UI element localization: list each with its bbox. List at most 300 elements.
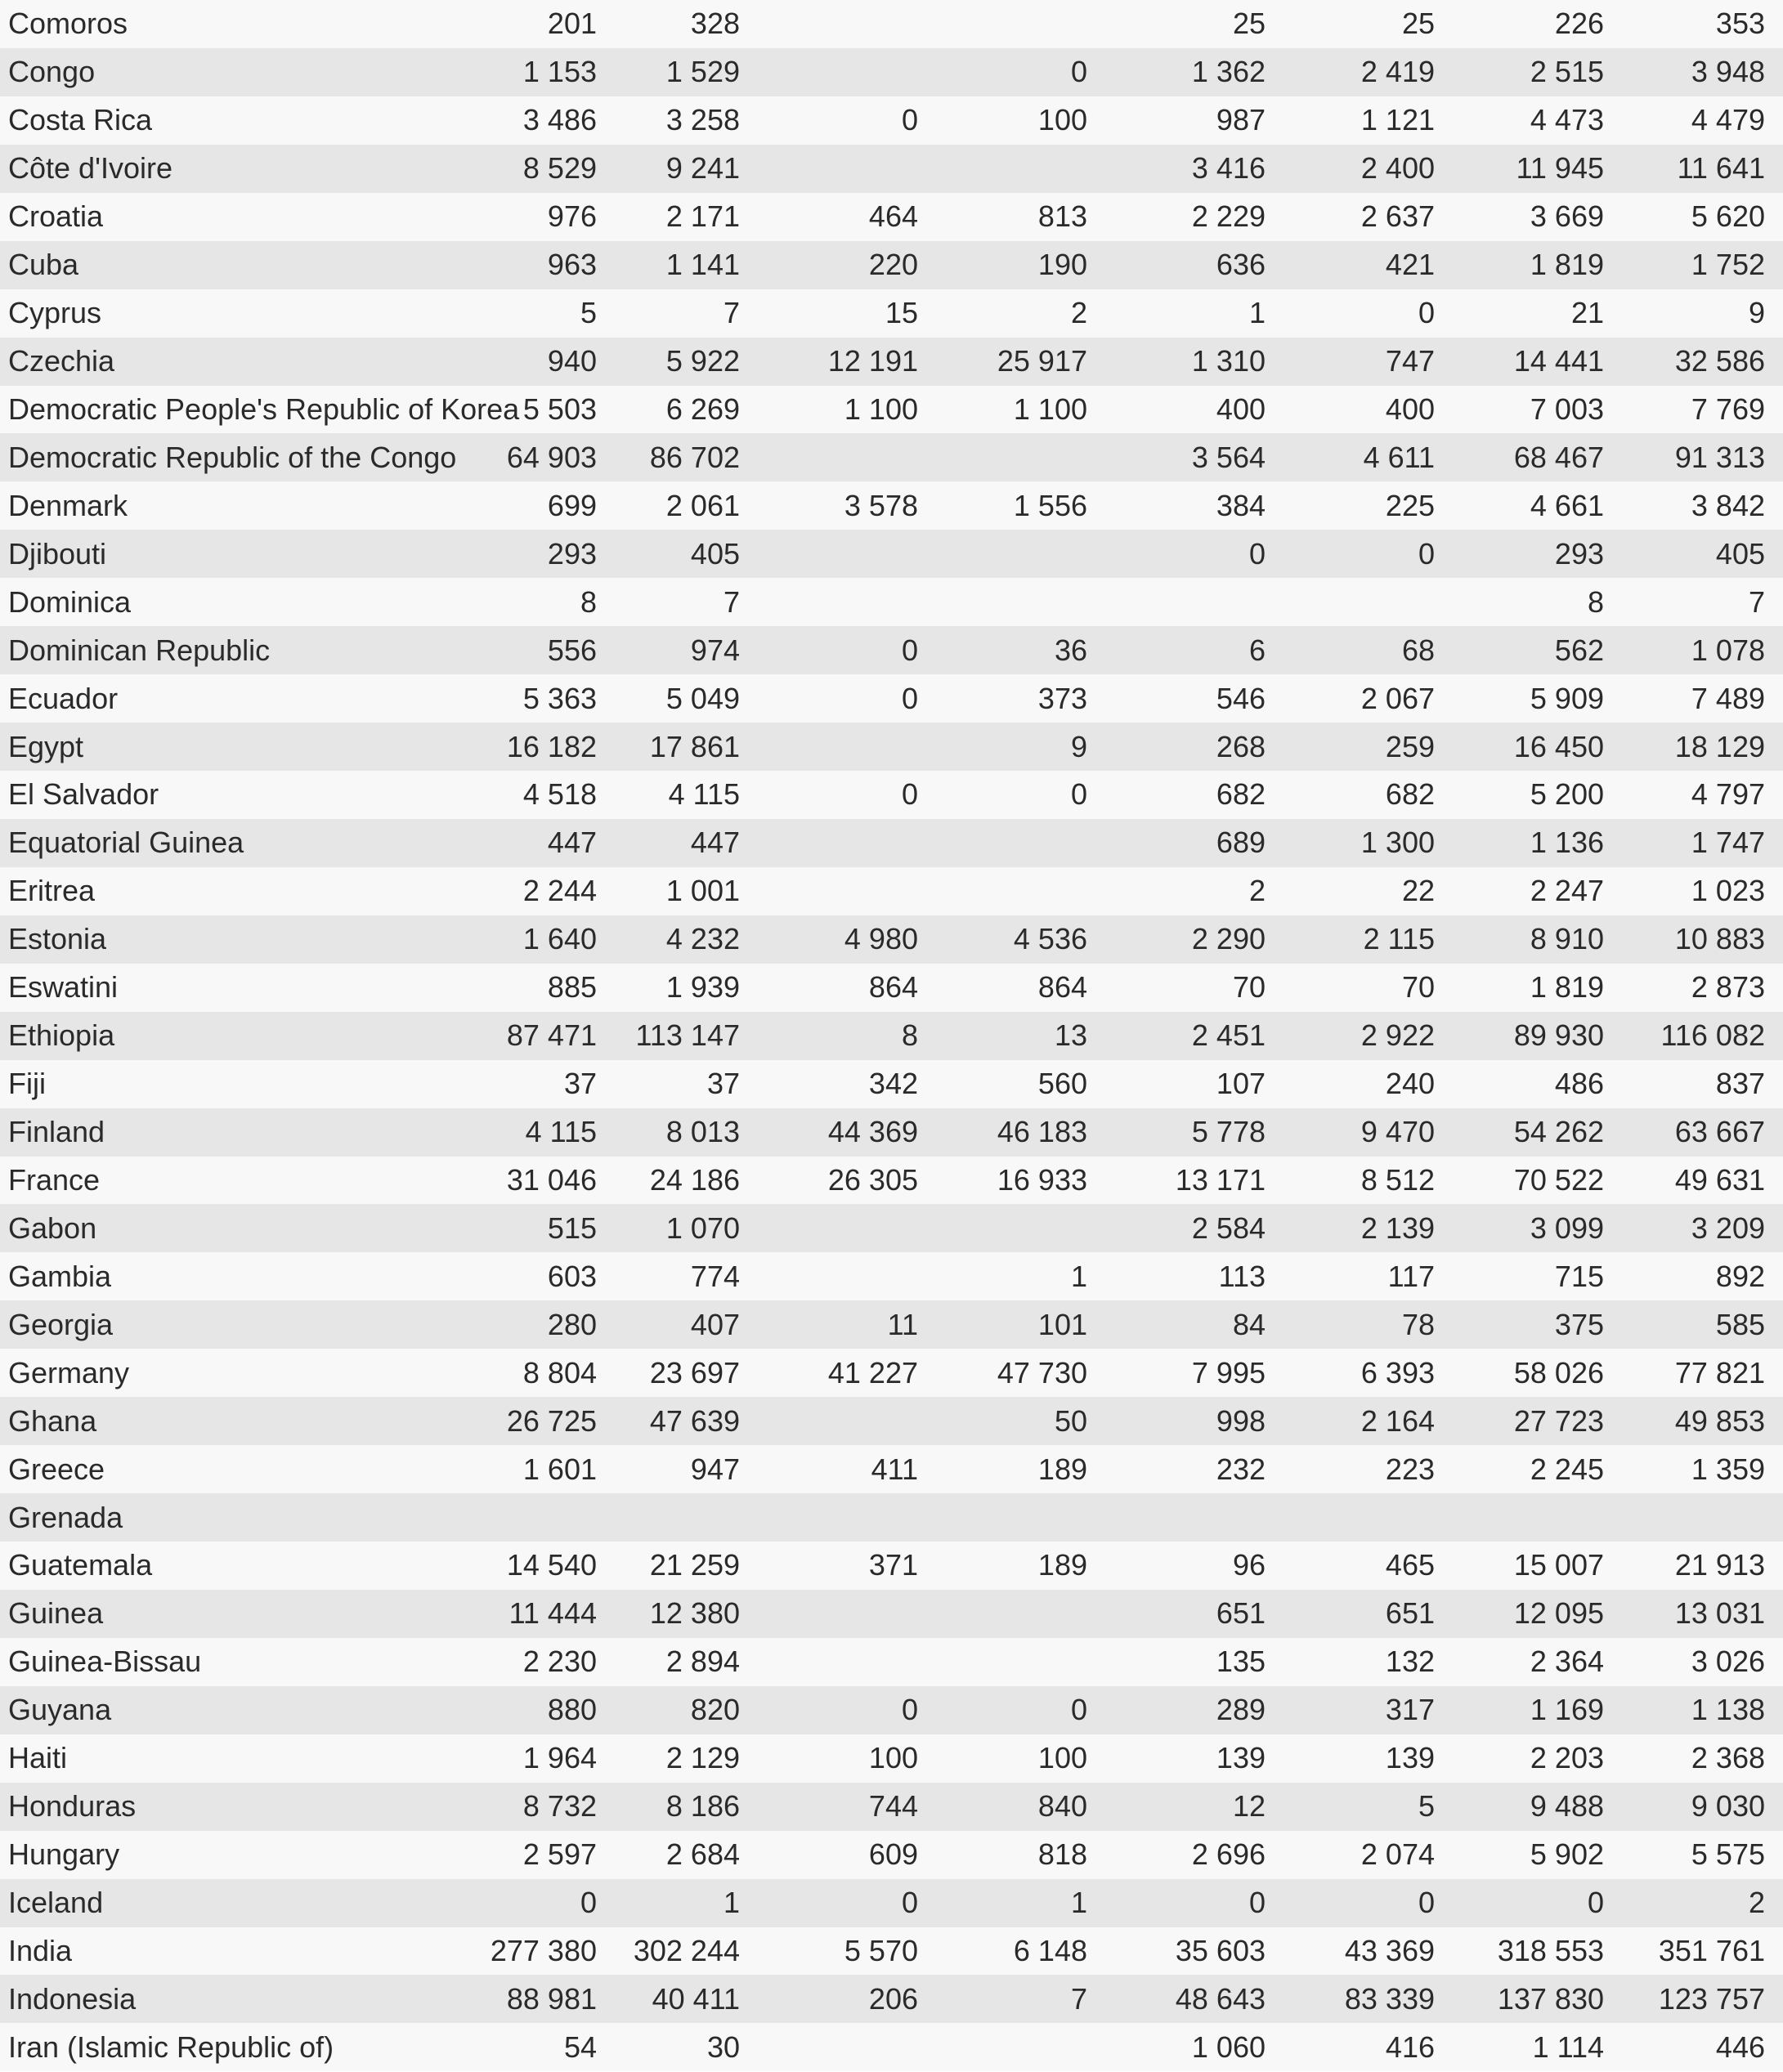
value-cell: 1 752 [1691, 248, 1765, 282]
value-cell: 2 247 [1530, 874, 1604, 908]
value-cell: 353 [1715, 7, 1765, 41]
table-row [0, 674, 1783, 723]
value-cell: 1 601 [522, 1452, 597, 1486]
value-cell: 189 [1037, 1548, 1087, 1582]
value-cell [936, 2023, 1105, 2071]
value-cell: 88 981 [506, 1981, 597, 2016]
table-row [0, 1204, 1783, 1252]
table-row [0, 48, 1783, 96]
value-cell: 486 [1554, 1067, 1604, 1101]
value-cell: 689 [1216, 826, 1266, 860]
country-label: Guinea [8, 1596, 104, 1631]
value-cell: 7 [1070, 1981, 1087, 2016]
value-cell [1105, 1493, 1283, 1542]
value-cell: 43 369 [1344, 1933, 1435, 1967]
value-cell: 25 917 [997, 344, 1087, 378]
value-cell [936, 145, 1105, 193]
value-cell: 0 [901, 633, 918, 667]
value-cell: 328 [690, 7, 740, 41]
value-cell: 744 [868, 1789, 918, 1824]
country-label: Indonesia [8, 1981, 137, 2016]
country-label: Cyprus [8, 296, 102, 330]
value-cell: 1 078 [1691, 633, 1765, 667]
table-row [0, 1542, 1783, 1590]
value-cell: 107 [1216, 1067, 1266, 1101]
value-cell: 0 [1248, 1886, 1266, 1920]
value-cell: 1 [1248, 296, 1266, 330]
value-cell: 44 369 [827, 1115, 918, 1149]
value-cell: 400 [1385, 392, 1435, 426]
value-cell: 3 486 [522, 103, 597, 137]
value-cell: 351 761 [1658, 1933, 1765, 1967]
value-cell: 2 584 [1191, 1211, 1266, 1245]
value-cell: 562 [1554, 633, 1604, 667]
value-cell: 77 821 [1674, 1355, 1765, 1390]
value-cell: 101 [1037, 1307, 1087, 1341]
country-label: Democratic Republic of the Congo [8, 440, 457, 474]
value-cell: 240 [1385, 1067, 1435, 1101]
value-cell: 7 [1748, 584, 1765, 619]
country-label: Georgia [8, 1307, 114, 1341]
value-cell: 50 [1054, 1403, 1087, 1438]
country-label: Ethiopia [8, 1018, 115, 1053]
value-cell [1105, 578, 1283, 626]
table-row [0, 241, 1783, 289]
value-cell: 682 [1216, 777, 1266, 812]
value-cell: 64 903 [506, 440, 597, 474]
value-cell: 636 [1216, 248, 1266, 282]
value-cell: 1 529 [665, 55, 740, 89]
value-cell: 54 262 [1513, 1115, 1604, 1149]
table-row [0, 386, 1783, 434]
value-cell: 609 [868, 1837, 918, 1872]
value-cell: 0 [1070, 777, 1087, 812]
country-label: Democratic People's Republic of Korea [8, 392, 520, 426]
value-cell: 2 696 [1191, 1837, 1266, 1872]
value-cell: 400 [1216, 392, 1266, 426]
country-label: Comoros [8, 7, 128, 41]
country-label: Guyana [8, 1693, 112, 1727]
value-cell: 23 697 [649, 1355, 740, 1390]
value-cell: 7 769 [1691, 392, 1765, 426]
value-cell: 2 637 [1360, 199, 1435, 234]
value-cell: 10 883 [1674, 922, 1765, 956]
value-cell: 0 [1418, 296, 1435, 330]
value-cell: 84 [1232, 1307, 1266, 1341]
value-cell: 1 640 [522, 922, 597, 956]
value-cell: 2 244 [522, 874, 597, 908]
value-cell [936, 578, 1105, 626]
value-cell: 21 259 [649, 1548, 740, 1582]
value-cell: 4 115 [668, 777, 740, 812]
value-cell: 2 922 [1360, 1018, 1435, 1053]
value-cell [936, 1204, 1105, 1252]
value-cell: 9 [1748, 296, 1765, 330]
value-cell: 63 667 [1674, 1115, 1765, 1149]
value-cell: 0 [901, 681, 918, 715]
value-cell: 226 [1554, 7, 1604, 41]
value-cell: 48 643 [1175, 1981, 1266, 2016]
value-cell [446, 1493, 615, 1542]
value-cell: 1 141 [665, 248, 740, 282]
country-label: Iceland [8, 1886, 104, 1920]
value-cell: 1 310 [1191, 344, 1266, 378]
value-cell: 1 819 [1530, 970, 1604, 1005]
value-cell: 87 471 [506, 1018, 597, 1053]
value-cell: 70 [1401, 970, 1435, 1005]
value-cell: 5 902 [1530, 1837, 1604, 1872]
value-cell: 560 [1037, 1067, 1087, 1101]
table-row [0, 1975, 1783, 2023]
value-cell: 651 [1385, 1596, 1435, 1631]
value-cell: 5 049 [665, 681, 740, 715]
value-cell: 302 244 [633, 1933, 740, 1967]
value-cell: 2 171 [665, 199, 740, 234]
value-cell [1453, 1493, 1622, 1542]
value-cell: 12 [1232, 1789, 1266, 1824]
table-row [0, 1252, 1783, 1300]
value-cell: 1 556 [1013, 488, 1087, 522]
country-label: Dominica [8, 584, 132, 619]
country-label: Equatorial Guinea [8, 826, 244, 860]
table-row [0, 530, 1783, 578]
table-row [0, 1783, 1783, 1831]
value-cell: 4 473 [1530, 103, 1604, 137]
value-cell: 8 [901, 1018, 918, 1053]
value-cell: 36 [1054, 633, 1087, 667]
value-cell: 9 488 [1530, 1789, 1604, 1824]
value-cell [758, 1252, 936, 1300]
value-cell: 0 [1248, 536, 1266, 571]
value-cell: 0 [901, 103, 918, 137]
table-row [0, 1879, 1783, 1927]
value-cell: 3 948 [1691, 55, 1765, 89]
value-cell [1283, 578, 1453, 626]
value-cell: 9 241 [665, 151, 740, 186]
value-cell: 1 819 [1530, 248, 1604, 282]
value-cell: 5 363 [522, 681, 597, 715]
value-cell: 820 [690, 1693, 740, 1727]
value-cell: 2 129 [665, 1741, 740, 1775]
value-cell: 2 894 [665, 1645, 740, 1679]
value-cell [758, 1397, 936, 1445]
value-cell [1622, 1493, 1783, 1542]
value-cell: 289 [1216, 1693, 1266, 1727]
value-cell: 2 164 [1360, 1403, 1435, 1438]
value-cell [758, 1493, 936, 1542]
value-cell: 318 553 [1497, 1933, 1604, 1967]
value-cell: 100 [868, 1741, 918, 1775]
table-row [0, 1060, 1783, 1108]
value-cell: 407 [690, 1307, 740, 1341]
value-cell: 3 842 [1691, 488, 1765, 522]
value-cell: 113 147 [635, 1018, 740, 1053]
value-cell: 2 [1248, 874, 1266, 908]
value-cell [758, 145, 936, 193]
value-cell [936, 1590, 1105, 1638]
value-cell: 22 [1401, 874, 1435, 908]
value-cell: 8 910 [1530, 922, 1604, 956]
value-cell: 4 661 [1530, 488, 1604, 522]
value-cell: 2 684 [665, 1837, 740, 1872]
table-row [0, 578, 1783, 626]
value-cell: 373 [1037, 681, 1087, 715]
value-cell [1283, 1493, 1453, 1542]
table-row [0, 723, 1783, 771]
value-cell: 447 [547, 826, 597, 860]
value-cell: 32 586 [1674, 344, 1765, 378]
table-row [0, 915, 1783, 964]
value-cell: 16 933 [997, 1162, 1087, 1197]
value-cell: 1 114 [1532, 2029, 1604, 2064]
value-cell: 232 [1216, 1452, 1266, 1486]
value-cell: 70 522 [1513, 1162, 1604, 1197]
value-cell: 447 [690, 826, 740, 860]
value-cell: 293 [1554, 536, 1604, 571]
table-row [0, 1590, 1783, 1638]
value-cell: 3 564 [1191, 440, 1266, 474]
value-cell: 4 536 [1013, 922, 1087, 956]
value-cell: 117 [1387, 1259, 1435, 1293]
country-label: Côte d'Ivoire [8, 151, 172, 186]
value-cell: 137 830 [1497, 1981, 1604, 2016]
country-label: Germany [8, 1355, 130, 1390]
value-cell: 12 095 [1513, 1596, 1604, 1631]
value-cell: 1 [1070, 1886, 1087, 1920]
value-cell: 2 074 [1360, 1837, 1435, 1872]
value-cell: 3 209 [1691, 1211, 1765, 1245]
value-cell [936, 0, 1105, 48]
value-cell: 1 169 [1530, 1693, 1604, 1727]
value-cell: 31 046 [506, 1162, 597, 1197]
country-label: Eswatini [8, 970, 119, 1005]
value-cell: 2 419 [1360, 55, 1435, 89]
value-cell: 16 182 [506, 729, 597, 763]
table-row [0, 1831, 1783, 1879]
value-cell: 26 305 [827, 1162, 918, 1197]
value-cell: 864 [868, 970, 918, 1005]
country-label: Dominican Republic [8, 633, 271, 667]
value-cell: 546 [1216, 681, 1266, 715]
value-cell: 89 930 [1513, 1018, 1604, 1053]
table-row [0, 1300, 1783, 1349]
value-cell: 8 [1587, 584, 1604, 619]
value-cell: 892 [1715, 1259, 1765, 1293]
table-row [0, 1686, 1783, 1734]
value-cell: 11 945 [1516, 151, 1604, 186]
country-label: Estonia [8, 922, 107, 956]
value-cell: 974 [690, 633, 740, 667]
value-cell: 342 [868, 1067, 918, 1101]
country-label: Guinea-Bissau [8, 1645, 202, 1679]
value-cell: 201 [547, 7, 597, 41]
country-label: Gambia [8, 1259, 112, 1293]
country-label: Haiti [8, 1741, 68, 1775]
table-row [0, 1734, 1783, 1783]
value-cell: 2 873 [1691, 970, 1765, 1005]
value-cell: 2 139 [1360, 1211, 1435, 1245]
value-cell: 2 400 [1360, 151, 1435, 186]
country-label: Denmark [8, 488, 128, 522]
value-cell: 3 669 [1530, 199, 1604, 234]
value-cell: 864 [1037, 970, 1087, 1005]
value-cell: 4 479 [1691, 103, 1765, 137]
value-cell [936, 1493, 1105, 1542]
value-cell: 206 [868, 1981, 918, 2016]
country-label: India [8, 1933, 73, 1967]
value-cell: 4 518 [522, 777, 597, 812]
value-cell: 416 [1385, 2029, 1435, 2064]
value-cell: 68 [1401, 633, 1435, 667]
value-cell: 6 393 [1360, 1355, 1435, 1390]
value-cell: 8 186 [665, 1789, 740, 1824]
value-cell: 0 [901, 1693, 918, 1727]
value-cell: 371 [868, 1548, 918, 1582]
value-cell: 220 [868, 248, 918, 282]
value-cell: 35 603 [1175, 1933, 1266, 1967]
value-cell: 885 [547, 970, 597, 1005]
value-cell: 3 026 [1691, 1645, 1765, 1679]
value-cell: 5 [1418, 1789, 1435, 1824]
value-cell: 49 631 [1674, 1162, 1765, 1197]
value-cell: 14 540 [506, 1548, 597, 1582]
value-cell: 4 232 [665, 922, 740, 956]
value-cell: 8 732 [522, 1789, 597, 1824]
country-label: Czechia [8, 344, 115, 378]
value-cell: 384 [1216, 488, 1266, 522]
value-cell [758, 867, 936, 915]
value-cell [758, 530, 936, 578]
value-cell: 16 450 [1513, 729, 1604, 763]
value-cell [758, 1590, 936, 1638]
value-cell: 1 023 [1691, 874, 1765, 908]
country-label: Guatemala [8, 1548, 153, 1582]
value-cell: 7 489 [1691, 681, 1765, 715]
value-cell: 7 [723, 584, 740, 619]
value-cell: 86 702 [649, 440, 740, 474]
table-row [0, 1108, 1783, 1157]
country-label: Congo [8, 55, 96, 89]
value-cell [758, 723, 936, 771]
value-cell: 747 [1385, 344, 1435, 378]
value-cell: 49 853 [1674, 1403, 1765, 1438]
value-cell: 556 [547, 633, 597, 667]
value-cell: 6 148 [1013, 1933, 1087, 1967]
country-label: Gabon [8, 1211, 97, 1245]
value-cell: 40 411 [652, 1981, 740, 2016]
value-cell: 113 [1218, 1259, 1266, 1293]
value-cell: 223 [1385, 1452, 1435, 1486]
value-cell: 8 [580, 584, 597, 619]
value-cell: 4 980 [844, 922, 918, 956]
value-cell: 1 070 [665, 1211, 740, 1245]
value-cell [758, 2023, 936, 2071]
country-label: Cuba [8, 248, 79, 282]
value-cell: 1 [1070, 1259, 1087, 1293]
value-cell: 715 [1554, 1259, 1604, 1293]
table-row [0, 771, 1783, 819]
table-row [0, 96, 1783, 145]
value-cell: 11 444 [508, 1596, 597, 1631]
value-cell: 1 136 [1530, 826, 1604, 860]
value-cell: 0 [901, 777, 918, 812]
value-cell: 464 [868, 199, 918, 234]
value-cell: 21 [1570, 296, 1604, 330]
value-cell: 4 611 [1363, 440, 1435, 474]
table-row [0, 1638, 1783, 1686]
value-cell: 2 229 [1191, 199, 1266, 234]
value-cell: 2 368 [1691, 1741, 1765, 1775]
value-cell: 2 597 [522, 1837, 597, 1872]
value-cell: 5 620 [1691, 199, 1765, 234]
value-cell: 1 [723, 1886, 740, 1920]
value-cell: 25 [1232, 7, 1266, 41]
table-row [0, 964, 1783, 1012]
value-cell: 465 [1385, 1548, 1435, 1582]
value-cell: 27 723 [1513, 1403, 1604, 1438]
country-label: Egypt [8, 729, 84, 763]
table-row [0, 1445, 1783, 1493]
value-cell: 446 [1715, 2029, 1765, 2064]
value-cell: 37 [563, 1067, 597, 1101]
value-cell: 5 [580, 296, 597, 330]
value-cell: 421 [1385, 248, 1435, 282]
value-cell: 83 339 [1344, 1981, 1435, 2016]
value-cell: 132 [1385, 1645, 1435, 1679]
table-row [0, 626, 1783, 674]
value-cell: 1 100 [1013, 392, 1087, 426]
table-row [0, 819, 1783, 867]
value-cell: 2 115 [1363, 922, 1435, 956]
value-cell: 2 [1748, 1886, 1765, 1920]
value-cell [758, 1204, 936, 1252]
country-label: Grenada [8, 1500, 123, 1534]
value-cell: 12 380 [649, 1596, 740, 1631]
value-cell [936, 530, 1105, 578]
value-cell: 405 [690, 536, 740, 571]
value-cell: 699 [547, 488, 597, 522]
value-cell: 375 [1554, 1307, 1604, 1341]
value-cell: 15 007 [1513, 1548, 1604, 1582]
value-cell: 5 570 [844, 1933, 918, 1967]
value-cell: 1 747 [1691, 826, 1765, 860]
value-cell: 0 [1070, 1693, 1087, 1727]
value-cell: 0 [901, 1886, 918, 1920]
value-cell: 1 060 [1191, 2029, 1266, 2064]
value-cell: 47 639 [649, 1403, 740, 1438]
value-cell: 135 [1216, 1645, 1266, 1679]
value-cell: 1 153 [522, 55, 597, 89]
value-cell: 515 [547, 1211, 597, 1245]
value-cell: 940 [547, 344, 597, 378]
value-cell: 190 [1037, 248, 1087, 282]
value-cell: 46 183 [997, 1115, 1087, 1149]
value-cell: 2 245 [1530, 1452, 1604, 1486]
value-cell: 18 129 [1674, 729, 1765, 763]
country-label: Honduras [8, 1789, 137, 1824]
country-label: Djibouti [8, 536, 107, 571]
value-cell: 139 [1385, 1741, 1435, 1775]
value-cell: 3 099 [1530, 1211, 1604, 1245]
value-cell: 30 [706, 2029, 740, 2064]
value-cell: 11 [887, 1307, 918, 1341]
value-cell: 2 451 [1191, 1018, 1266, 1053]
value-cell: 2 230 [522, 1645, 597, 1679]
value-cell: 682 [1385, 777, 1435, 812]
table-row [0, 289, 1783, 338]
value-cell: 5 778 [1191, 1115, 1266, 1149]
table-row [0, 1493, 1783, 1542]
